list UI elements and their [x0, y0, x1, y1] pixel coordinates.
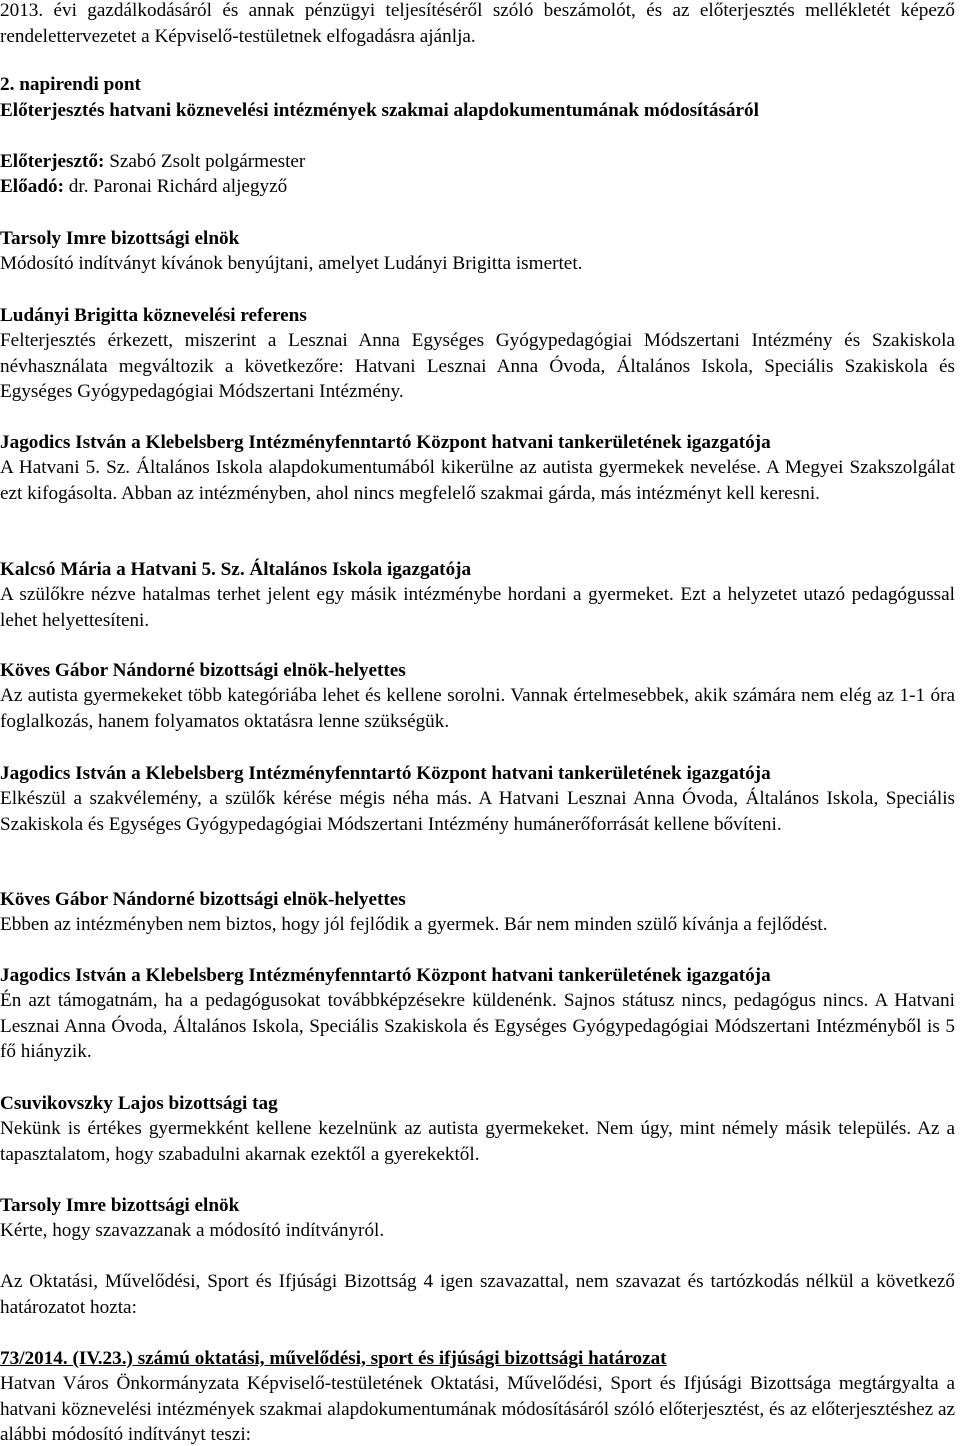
- speaker-heading: Jagodics István a Klebelsberg Intézményfenntartó Központ hatvani tankerületének igazgatója: [0, 432, 771, 453]
- speech-paragraph: Felterjesztés érkezett, miszerint a Lesznai Anna Egységes Gyógypedagógiai Módszertani Intézmény és Szakiskola névhasználata megváltozik a következőre: Hatvani Lesznai Anna Óvoda, Általános Iskola, Speciális Szakiskola és Egységes Gyógypedagógiai Módszertani Intézmény.: [0, 330, 955, 402]
- speech-paragraph: Én azt támogatnám, ha a pedagógusokat továbbképzésekre küldenénk. Sajnos státusz nincs, pedagógus nincs. A Hatvani Lesznai Anna Óvoda, Általános Iskola, Speciális Szakiskola és Egységes Gyógypedagógiai Módszertani Intézményből is 5 fő hiányzik.: [0, 990, 955, 1062]
- speech-paragraph: Az autista gyermekeket több kategóriába lehet és kellene sorolni. Vannak értelmesebbek, akik számára nem elég az 1-1 óra foglalkozás, hanem folyamatos oktatásra lenne szükségük.: [0, 685, 955, 732]
- agenda-item-label: 2. napirendi pont: [0, 74, 141, 95]
- speaker-heading: Köves Gábor Nándorné bizottsági elnök-helyettes: [0, 660, 406, 681]
- speaker-heading: Csuvikovszky Lajos bizottsági tag: [0, 1093, 278, 1114]
- speech-paragraph: Ebben az intézményben nem biztos, hogy jól fejlődik a gyermek. Bár nem minden szülő kívánja a fejlődést.: [0, 914, 828, 935]
- speaker-heading: Ludányi Brigitta köznevelési referens: [0, 305, 307, 326]
- vote-paragraph: Az Oktatási, Művelődési, Sport és Ifjúsági Bizottság 4 igen szavazattal, nem szavazat és tartózkodás nélkül a következő határozatot hozta:: [0, 1271, 955, 1318]
- speech-paragraph: Módosító indítványt kívánok benyújtani, amelyet Ludányi Brigitta ismertet.: [0, 253, 583, 274]
- resolution-paragraph: Hatvan Város Önkormányzata Képviselő-testületének Oktatási, Művelődési, Sport és Ifjúsági Bizottsága megtárgyalta a hatvani köznevelési intézmények szakmai alapdokumentumának módosításáról szóló előterjesztést, és az előterjesztéshez az alábbi módosító indítványt teszi:: [0, 1373, 955, 1445]
- speech-paragraph: Kérte, hogy szavazzanak a módosító indítványról.: [0, 1220, 385, 1241]
- speech-paragraph: Elkészül a szakvélemény, a szülők kérése mégis néha más. A Hatvani Lesznai Anna Óvoda, Általános Iskola, Speciális Szakiskola és Egységes Gyógypedagógiai Módszertani Intézmény humánerőforrását kellene bővíteni.: [0, 788, 955, 835]
- presenter-line: [0, 149, 955, 175]
- speaker-name: dr. Paronai Richárd aljegyző: [63, 176, 288, 197]
- speaker-heading: Kalcsó Mária a Hatvani 5. Sz. Általános Iskola igazgatója: [0, 559, 472, 580]
- speaker-heading: Tarsoly Imre bizottsági elnök: [0, 1195, 240, 1216]
- speaker-line: [0, 174, 955, 200]
- presenter-name: Szabó Zsolt polgármester: [104, 151, 306, 172]
- intro-paragraph: 2013. évi gazdálkodásáról és annak pénzügyi teljesítéséről szóló beszámolót, és az előterjesztés mellékletét képező rendelettervezetet a Képviselő-testületnek elfogadásra ajánlja.: [0, 0, 955, 47]
- speech-paragraph: A szülőkre nézve hatalmas terhet jelent egy másik intézménybe hordani a gyermeket. Ezt a helyzetet utazó pedagógussal lehet helyettesíteni.: [0, 584, 955, 631]
- speaker-heading: Köves Gábor Nándorné bizottsági elnök-helyettes: [0, 889, 406, 910]
- presenter-label: Előterjesztő:: [0, 151, 105, 172]
- speaker-heading: Jagodics István a Klebelsberg Intézményfenntartó Központ hatvani tankerületének igazgatója: [0, 965, 771, 986]
- speech-paragraph: Nekünk is értékes gyermekként kellene kezelnünk az autista gyermekeket. Nem úgy, mint némely másik település. Az a tapasztalatom, hogy szabadulni akarnak ezektől a gyerekektől.: [0, 1118, 955, 1165]
- speaker-heading: Jagodics István a Klebelsberg Intézményfenntartó Központ hatvani tankerületének igazgatója: [0, 763, 771, 784]
- speaker-heading: Tarsoly Imre bizottsági elnök: [0, 228, 240, 249]
- agenda-item-title: Előterjesztés hatvani köznevelési intézmények szakmai alapdokumentumának módosításáról: [0, 100, 759, 121]
- speaker-label: Előadó:: [0, 176, 64, 197]
- speech-paragraph: A Hatvani 5. Sz. Általános Iskola alapdokumentumából kikerülne az autista gyermekek nevelése. A Megyei Szakszolgálat ezt kifogásolta. Abban az intézményben, ahol nincs megfelelő szakmai gárda, más intézményt kell keresni.: [0, 457, 955, 504]
- resolution-title: 73/2014. (IV.23.) számú oktatási, művelődési, sport és ifjúsági bizottsági határozat: [0, 1348, 667, 1369]
